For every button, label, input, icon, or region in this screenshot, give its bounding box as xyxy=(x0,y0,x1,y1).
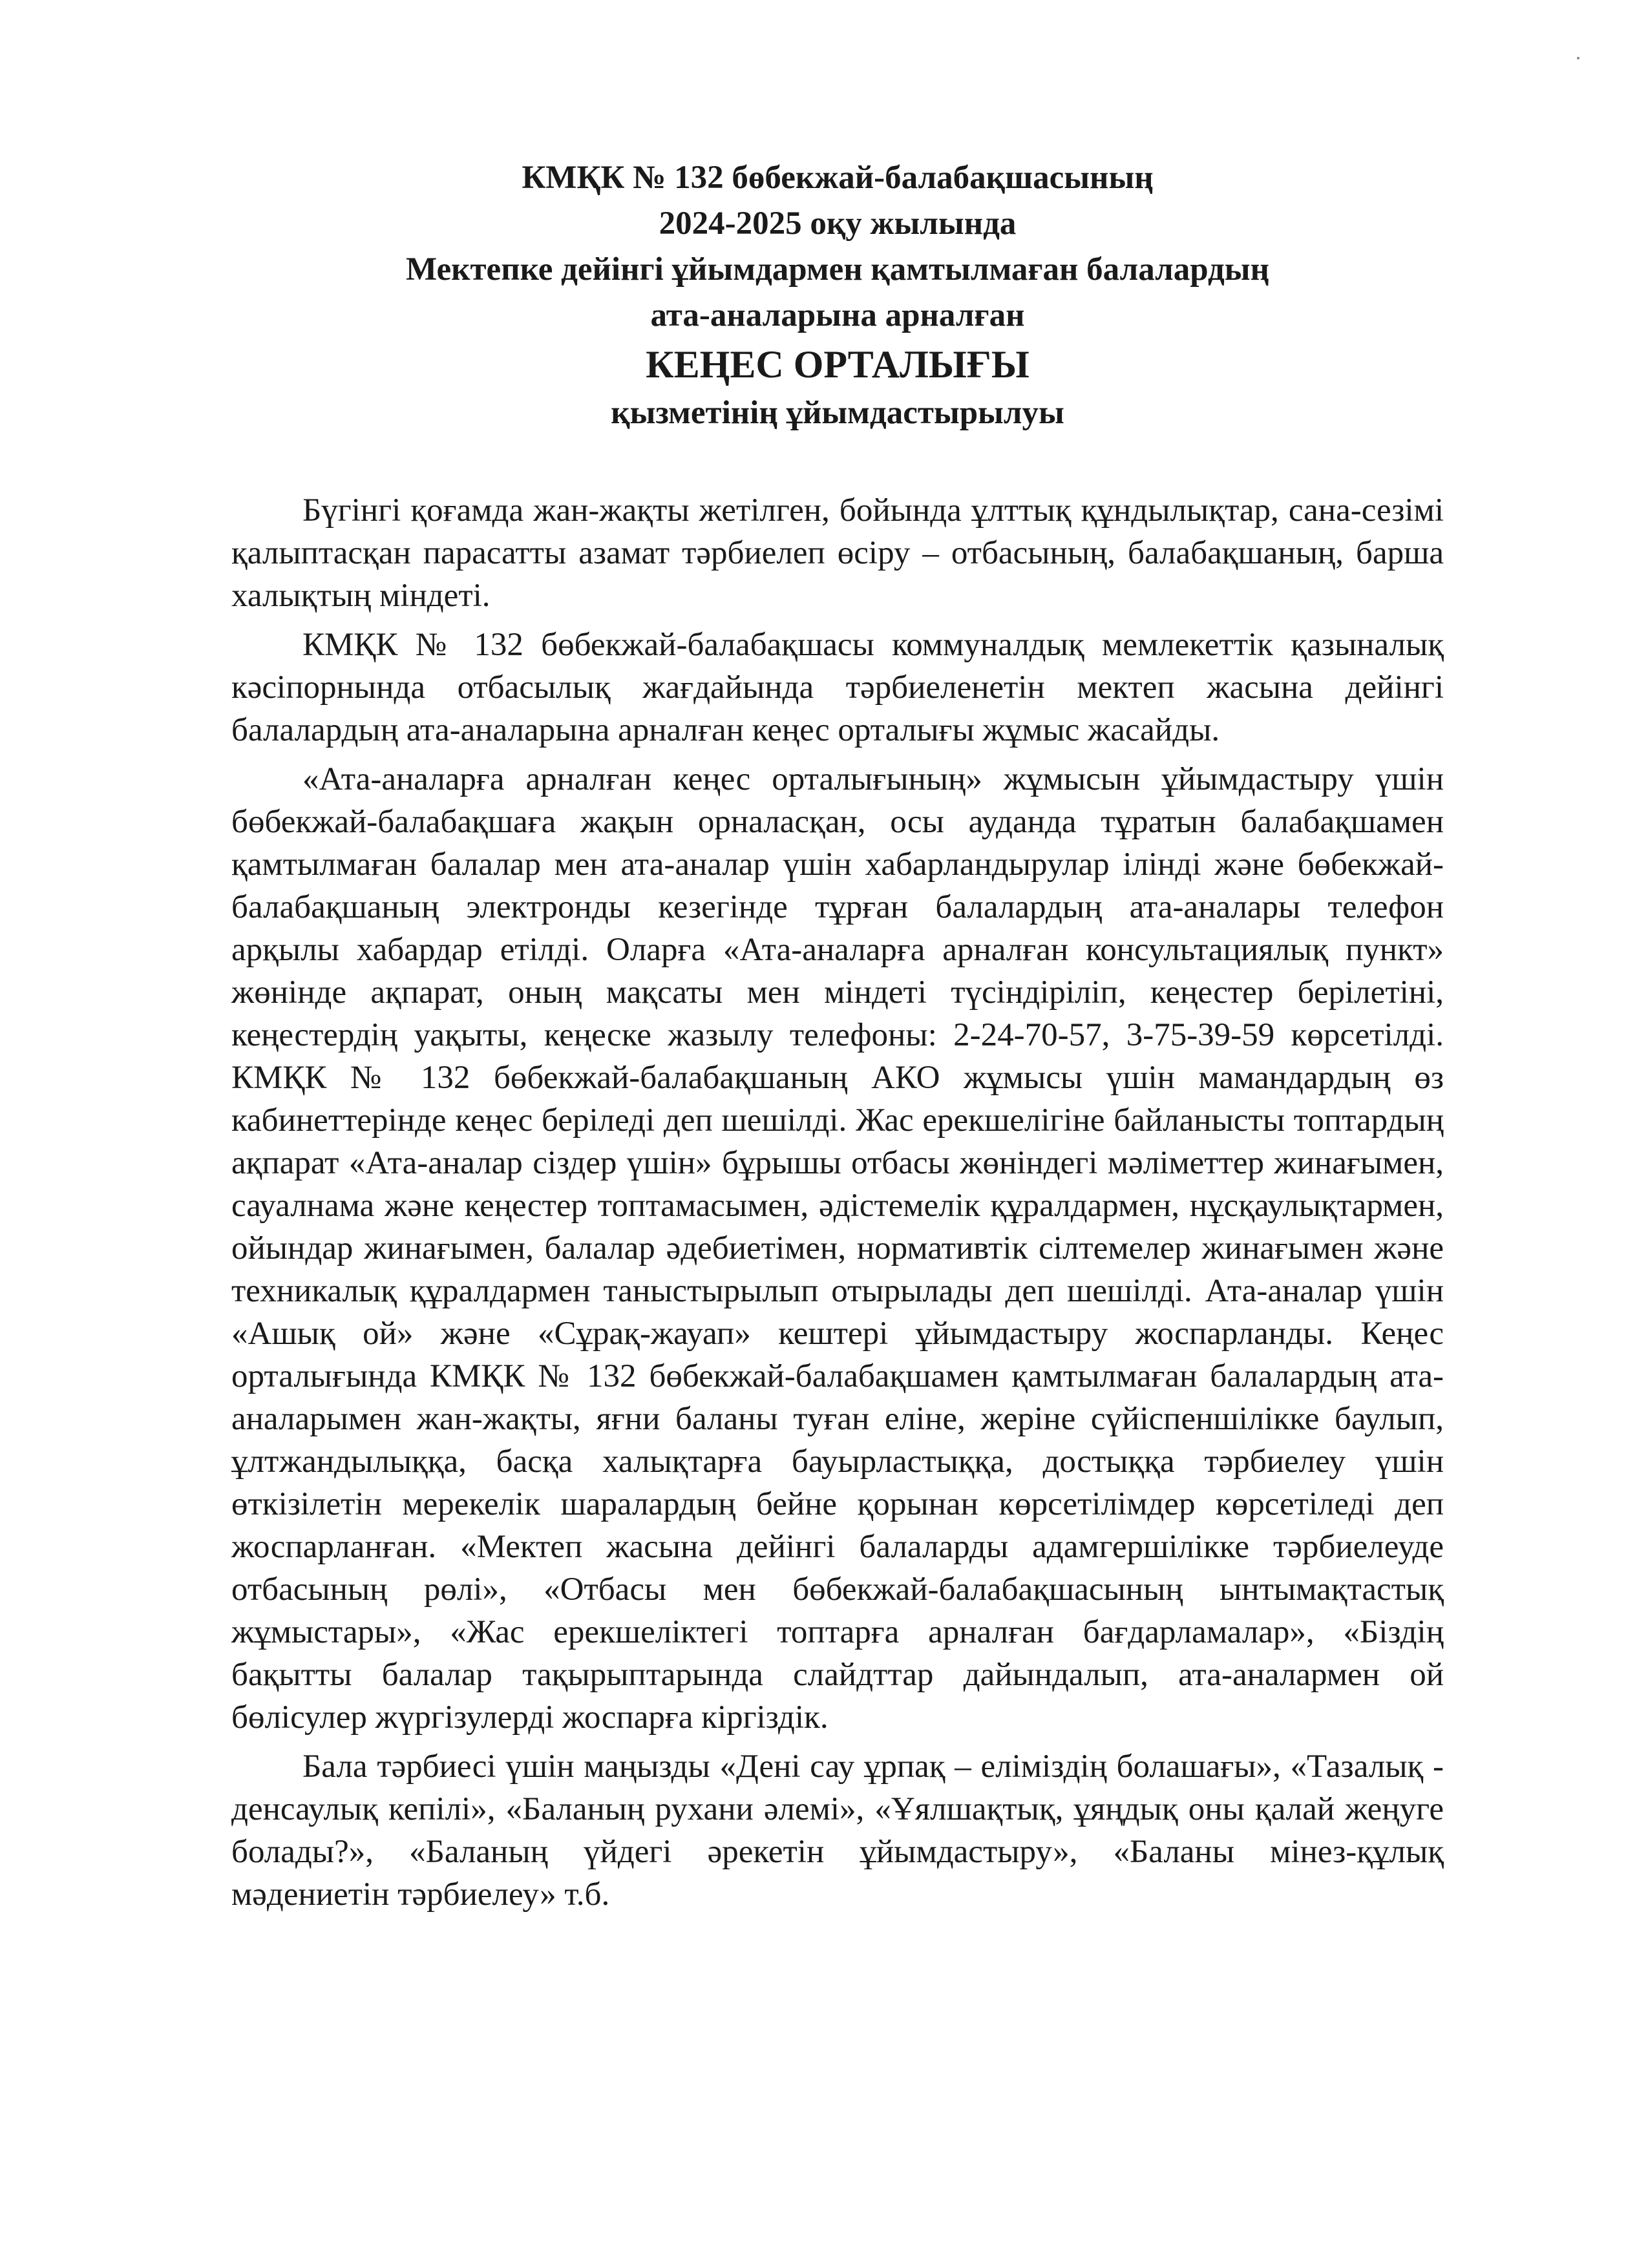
heading-line-2: 2024-2025 оқу жылында xyxy=(659,205,1017,242)
document-body xyxy=(231,489,1444,1916)
document-title: КЕҢЕС ОРТАЛЫҒЫ xyxy=(646,343,1030,386)
document-heading xyxy=(231,155,1444,436)
paragraph: «Ата-аналарға арналған кеңес орталығының» жұмысын ұйымдастыру үшін бөбекжай-балабақшаға жақын орналасқан, осы ауданда тұратын балабақшамен қамтылмаған балалар мен ата-аналар үшін хабарландырулар ілінді және бөбекжай-балабақшаның электронды кезегінде тұрған балалардың ата-аналары телефон арқылы хабардар етілді. Оларға «Ата-аналарға арналған консультациялық пункт» жөнінде ақпарат, оның мақсаты мен міндеті түсіндіріліп, кеңестер берілетіні, кеңестердің уақыты, кеңеске жазылу телефоны: 2-24-70-57, 3-75-39-59 көрсетілді. КМҚК № 132 бөбекжай-балабақшаның АКО жұмысы үшін мамандардың өз кабинеттерінде кеңес беріледі деп шешілді. Жас ерекшелігіне байланысты топтардың ақпарат «Ата-аналар сіздер үшін» бұрышы отбасы жөніндегі мәліметтер жинағымен, сауалнама және кеңестер топтамасымен, әдістемелік құралдармен, нұсқаулықтармен, ойындар жинағымен, балалар әдебиетімен, нормативтік сілтемелер жинағымен және техникалық құралдармен таныстырылып отырылады деп шешілді. Ата-аналар үшін «Ашық ой» және «Сұрақ-жауап» кештері ұйымдастыру жоспарланды. Кеңес орталығында КМҚК № 132 бөбекжай-балабақшамен қамтылмаған балалардың ата-аналарымен жан-жақты, яғни баланы туған еліне, жеріне сүйіспеншілікке баулып, ұлтжандылыққа, басқа халықтарға бауырластыққа, достыққа тәрбиелеу үшін өткізілетін мерекелік шаралардың бейне қорынан көрсетілімдер көрсетіледі деп жоспарланған. «Мектеп жасына дейінгі балаларды адамгершілікке тәрбиелеуде отбасының рөлі», «Отбасы мен бөбекжай-балабақшасының ынтымақтастық жұмыстары», «Жас ерекшеліктегі топтарға арналған бағдарламалар», «Біздің бақытты балалар тақырыптарында слайдттар дайындалып, ата-аналармен ой бөлісулер жүргізулерді жоспарға кіргіздік. xyxy=(231,761,1444,1736)
scan-speck xyxy=(1577,57,1579,59)
heading-line-6: қызметінің ұйымдастырылуы xyxy=(611,395,1064,431)
document-page xyxy=(231,155,1444,1922)
heading-line-1: КМҚК № 132 бөбекжай-балабақшасының xyxy=(522,160,1154,196)
heading-line-4: ата-аналарына арналған xyxy=(650,297,1025,333)
heading-line-3: Мектепке дейінгі ұйымдармен қамтылмаған балалардың xyxy=(406,251,1269,288)
paragraph: КМҚК № 132 бөбекжай-балабақшасы коммуналдық мемлекеттік қазыналық кәсіпорнында отбасылық жағдайында тәрбиеленетін мектеп жасына дейінгі балалардың ата-аналарына арналған кеңес орталығы жұмыс жасайды. xyxy=(231,627,1444,748)
paragraph: Бала тәрбиесі үшін маңызды «Дені сау ұрпақ – еліміздің болашағы», «Тазалық - денсаулық кепілі», «Баланың рухани әлемі», «Ұялшақтық, ұяңдық оны қалай жеңуге болады?», «Баланың үйдегі әрекетін ұйымдастыру», «Баланы мінез-құлық мәдениетін тәрбиелеу» т.б. xyxy=(231,1748,1444,1913)
paragraph: Бүгінгі қоғамда жан-жақты жетілген, бойында ұлттық құндылықтар, сана-сезімі қалыптасқан парасатты азамат тәрбиелеп өсіру – отбасының, балабақшаның, барша халықтың міндеті. xyxy=(231,492,1444,614)
